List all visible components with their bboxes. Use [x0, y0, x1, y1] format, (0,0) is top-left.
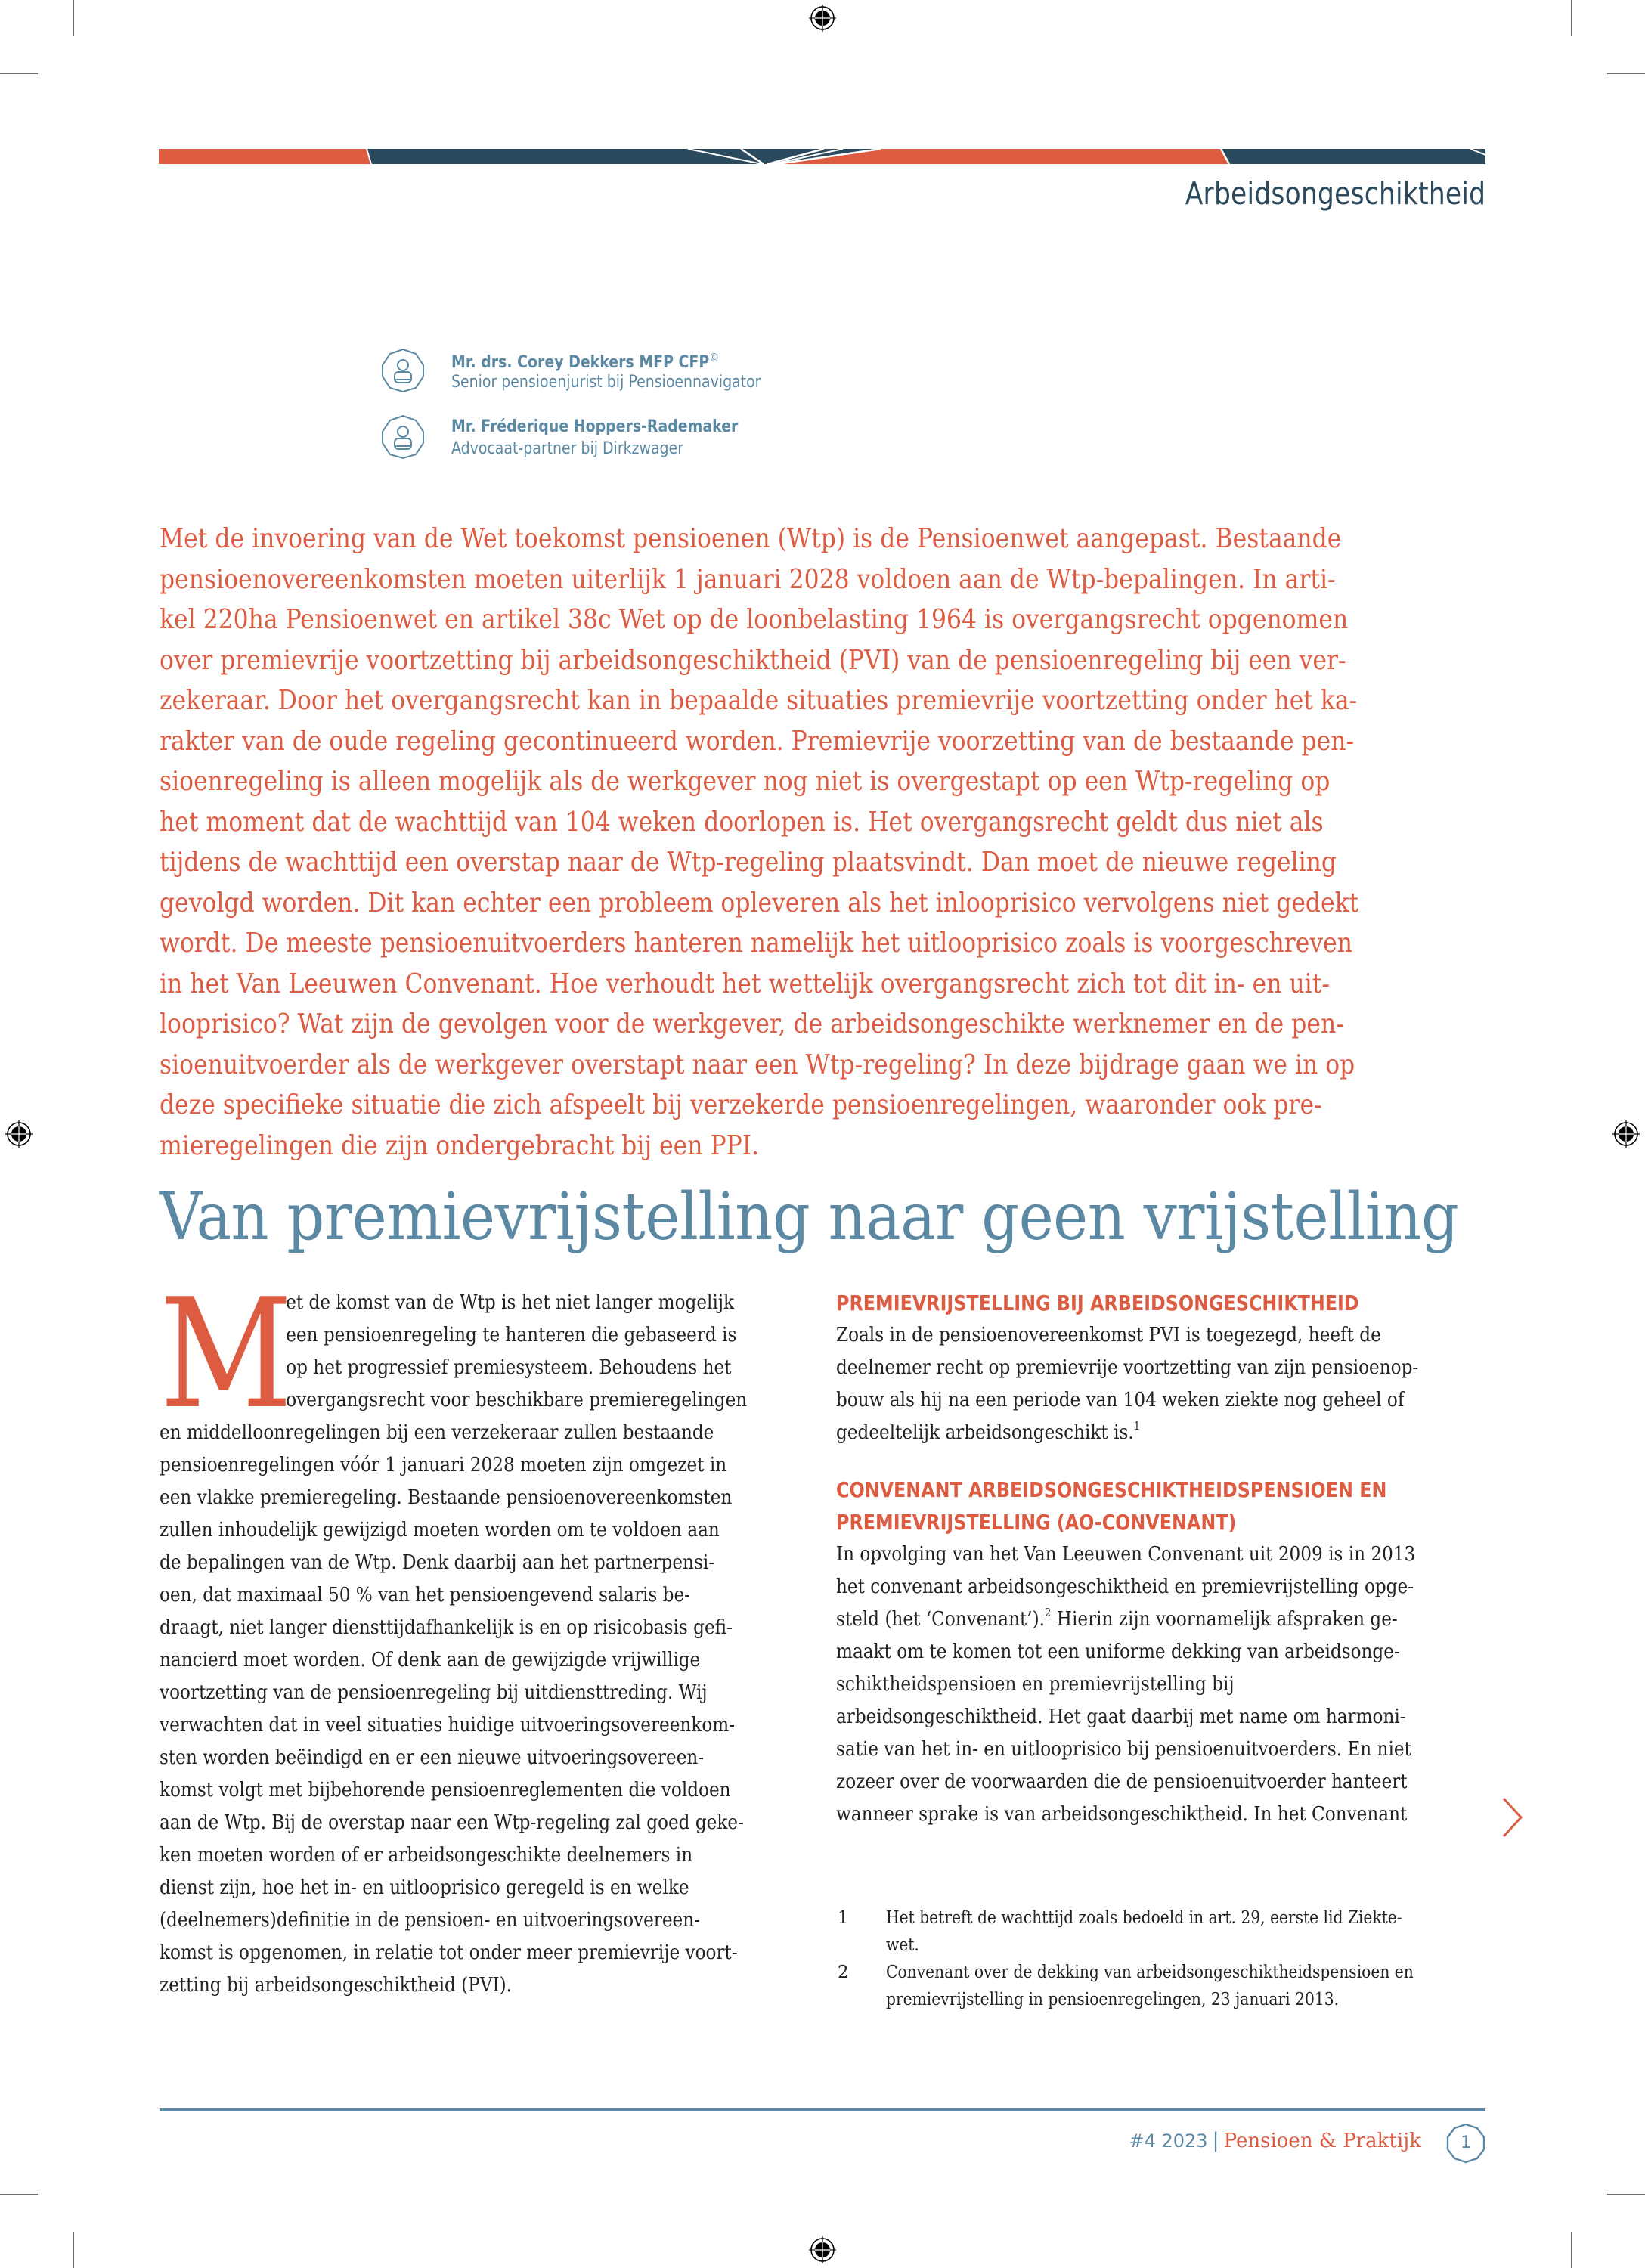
body-line: komst is opgenomen, in relatie tot onder meer premievrije voort- — [160, 1941, 738, 1964]
body-line: voortzetting van de pensioenregeling bij uitdiensttreding. Wij — [160, 1681, 708, 1704]
header-decorative-band — [159, 149, 1485, 164]
intro-line: rakter van de oude regeling gecontinueerd worden. Premievrije voorzetting van de bestaande pen- — [160, 725, 1355, 757]
body-line: en middelloonregelingen bij een verzekeraar zullen bestaande — [160, 1421, 714, 1444]
body-line: komst volgt met bijbehorende pensioenreglementen die voldoen — [160, 1779, 731, 1802]
footer-rule — [160, 2108, 1485, 2111]
body-line: oen, dat maximaal 50 % van het pensioengevend salaris be- — [160, 1584, 690, 1606]
body-line: zetting bij arbeidsongeschiktheid (PVI). — [160, 1974, 512, 1997]
body-line: (deelnemers)definitie in de pensioen- en uitvoeringsovereen- — [160, 1909, 700, 1932]
body-line: steld (het ‘Convenant’).$^2$ Hierin zijn voornamelijk afspraken ge- — [836, 1606, 1398, 1631]
crop-mark-bottom-right-v — [1571, 2232, 1572, 2268]
registration-mark-bottom-icon — [809, 2236, 836, 2263]
body-line: satie van het in- en uitlooprisico bij pensioenuitvoerders. En niet — [836, 1738, 1411, 1761]
crop-mark-top-left-v — [73, 0, 74, 36]
body-line: schiktheidspensioen en premievrijstelling bij — [836, 1673, 1235, 1696]
body-line: bouw als hij na een periode van 104 weken ziekte nog geheel of — [836, 1389, 1405, 1411]
body-line: nancierd moet worden. Of denk aan de gewijzigde vrijwillige — [160, 1649, 701, 1672]
person-icon — [380, 414, 426, 460]
registration-mark-left-icon — [5, 1120, 33, 1148]
intro-line: deze specifieke situatie die zich afspeelt bij verzekerde pensioenregelingen, waaronder ook pre- — [160, 1089, 1322, 1120]
author-role: Senior pensioenjurist bij Pensioennavigator — [451, 373, 761, 392]
body-line: aan de Wtp. Bij de overstap naar een Wtp-regeling zal goed geke- — [160, 1811, 744, 1834]
body-line: op het progressief premiesysteem. Behoudens het — [286, 1356, 732, 1379]
subheading-ao-convenant: CONVENANT ARBEIDSONGESCHIKTHEIDSPENSIOEN EN — [836, 1477, 1387, 1502]
body-line: Zoals in de pensioenovereenkomst PVI is toegezegd, heeft de — [836, 1324, 1381, 1346]
body-line: In opvolging van het Van Leeuwen Convenant uit 2009 is in 2013 — [836, 1543, 1416, 1566]
footer-separator: | — [1212, 2129, 1219, 2152]
author-name: Mr. Fréderique Hoppers-Rademaker — [451, 417, 739, 436]
footnote-number: 2 — [838, 1963, 849, 1982]
crop-mark-bottom-right-h — [1607, 2194, 1645, 2195]
body-line: zullen inhoudelijk gewijzigd moeten worden om te voldoen aan — [160, 1519, 720, 1541]
issue-label: #4 2023 — [1129, 2130, 1208, 2152]
body-column-left — [160, 1266, 806, 2002]
registration-mark-top-icon — [809, 5, 836, 32]
crop-mark-bottom-left-v — [73, 2232, 74, 2268]
subheading-premievrijstelling: PREMIEVRIJSTELLING BIJ ARBEIDSONGESCHIKTHEID — [836, 1290, 1359, 1315]
body-line: gedeeltelijk arbeidsongeschikt is.$^1$ — [836, 1419, 1141, 1444]
intro-line: pensioenovereenkomsten moeten uiterlijk 1 januari 2028 voldoen aan de Wtp-bepalingen. In arti- — [160, 563, 1336, 595]
intro-line: zekeraar. Door het overgangsrecht kan in bepaalde situaties premievrije voortzetting onder het ka- — [160, 685, 1358, 716]
intro-line: over premievrije voortzetting bij arbeidsongeschiktheid (PVI) van de pensioenregeling bij een ver- — [160, 644, 1346, 676]
intro-line: looprisico? Wat zijn de gevolgen voor de werkgever, de arbeidsongeschikte werknemer en de pen- — [160, 1009, 1344, 1040]
body-line: deelnemer recht op premievrije voortzetting van zijn pensioenop- — [836, 1356, 1419, 1379]
body-line: draagt, niet langer diensttijdafhankelijk is en op risicobasis gefi- — [160, 1616, 733, 1639]
page-number-badge — [1445, 2123, 1486, 2164]
footnote-number: 1 — [838, 1908, 849, 1928]
body-line: zozeer over de voorwaarden die de pensioenuitvoerder hanteert — [836, 1771, 1408, 1793]
person-icon — [380, 348, 426, 393]
footnote-line: Het betreft de wachttijd zoals bedoeld in art. 29, eerste lid Ziekte- — [886, 1908, 1402, 1928]
body-line: de bepalingen van de Wtp. Denk daarbij aan het partnerpensi- — [160, 1551, 715, 1574]
body-line: verwachten dat in veel situaties huidige uitvoeringsovereenkom- — [160, 1714, 736, 1737]
section-label: Arbeidsongeschiktheid — [1185, 175, 1485, 212]
intro-line: sioenregeling is alleen mogelijk als de werkgever nog niet is overgestapt op een Wtp-regeling op — [160, 766, 1331, 797]
body-line: et de komst van de Wtp is het niet langer mogelijk — [286, 1291, 735, 1314]
subheading-ao-convenant: PREMIEVRIJSTELLING (AO-CONVENANT) — [836, 1510, 1237, 1535]
article-headline: Van premievrijstelling naar geen vrijstelling — [160, 1179, 1459, 1255]
footnote-line: wet. — [886, 1935, 919, 1955]
author-role: Advocaat-partner bij Dirkzwager — [451, 439, 683, 458]
intro-line: Met de invoering van de Wet toekomst pensioenen (Wtp) is de Pensioenwet aangepast. Bestaande — [160, 523, 1342, 554]
body-line: arbeidsongeschiktheid. Het gaat daarbij met name om harmoni- — [836, 1706, 1406, 1728]
body-column-right — [836, 1287, 1486, 1831]
page-number: 1 — [1461, 2133, 1471, 2152]
intro-line: tijdens de wachttijd een overstap naar de Wtp-regeling plaatsvindt. Dan moet de nieuwe regeling — [160, 847, 1337, 878]
body-line: wanneer sprake is van arbeidsongeschiktheid. In het Convenant — [836, 1803, 1408, 1826]
footer-publication — [1129, 2129, 1421, 2152]
chevron-right-icon[interactable] — [1501, 1796, 1524, 1839]
intro-paragraph — [160, 519, 1486, 1166]
body-line: maakt om te komen tot een uniforme dekking van arbeidsonge- — [836, 1641, 1400, 1663]
footnote-line: Convenant over de dekking van arbeidsongeschiktheidspensioen en — [886, 1963, 1414, 1982]
author-name: Mr. drs. Corey Dekkers MFP CFP© — [451, 351, 720, 372]
magazine-name: Pensioen & Praktijk — [1223, 2130, 1421, 2152]
footnote-1 — [836, 1904, 1486, 1959]
body-line: pensioenregelingen vóór 1 januari 2028 moeten zijn omgezet in — [160, 1454, 727, 1476]
intro-line: mieregelingen die zijn ondergebracht bij een PPI. — [160, 1129, 760, 1161]
footnote-2 — [836, 1959, 1486, 2013]
body-line: sten worden beëindigd en er een nieuwe uitvoeringsovereen- — [160, 1746, 705, 1769]
registration-mark-right-icon — [1612, 1120, 1640, 1148]
footnote-ref[interactable]: 2 — [1045, 1606, 1052, 1619]
body-line: overgangsrecht voor beschikbare premieregelingen — [286, 1389, 748, 1411]
body-line: een vlakke premieregeling. Bestaande pensioenovereenkomsten — [160, 1486, 733, 1509]
crop-mark-top-left-h — [0, 73, 38, 74]
body-line: ken moeten worden of er arbeidsongeschikte deelnemers in — [160, 1844, 693, 1867]
drop-cap: M — [160, 1266, 293, 1442]
crop-mark-top-right-h — [1607, 73, 1645, 74]
intro-line: in het Van Leeuwen Convenant. Hoe verhoudt het wettelijk overgangsrecht zich tot dit in- en uit- — [160, 968, 1330, 999]
intro-line: het moment dat de wachttijd van 104 weken doorlopen is. Het overgangsrecht geldt dus niet als — [160, 806, 1324, 838]
crop-mark-bottom-left-h — [0, 2194, 38, 2195]
intro-line: wordt. De meeste pensioenuitvoerders hanteren namelijk het uitlooprisico zoals is voorgeschreven — [160, 928, 1352, 959]
intro-line: sioenuitvoerder als de werkgever overstapt naar een Wtp-regeling? In deze bijdrage gaan we in op — [160, 1049, 1355, 1080]
intro-line: gevolgd worden. Dit kan echter een probleem opleveren als het inlooprisico vervolgens niet gedekt — [160, 887, 1359, 919]
footnote-line: premievrijstelling in pensioenregelingen, 23 januari 2013. — [886, 1990, 1340, 2009]
body-line: een pensioenregeling te hanteren die gebaseerd is — [286, 1324, 737, 1346]
body-line: dienst zijn, hoe het in- en uitlooprisico geregeld is en welke — [160, 1876, 689, 1899]
crop-mark-top-right-v — [1571, 0, 1572, 36]
footnotes — [836, 1904, 1486, 2013]
body-line: het convenant arbeidsongeschiktheid en premievrijstelling opge- — [836, 1576, 1414, 1598]
intro-line: kel 220ha Pensioenwet en artikel 38c Wet op de loonbelasting 1964 is overgangsrecht opgenomen — [160, 604, 1349, 635]
footnote-ref[interactable]: 1 — [1133, 1419, 1141, 1433]
